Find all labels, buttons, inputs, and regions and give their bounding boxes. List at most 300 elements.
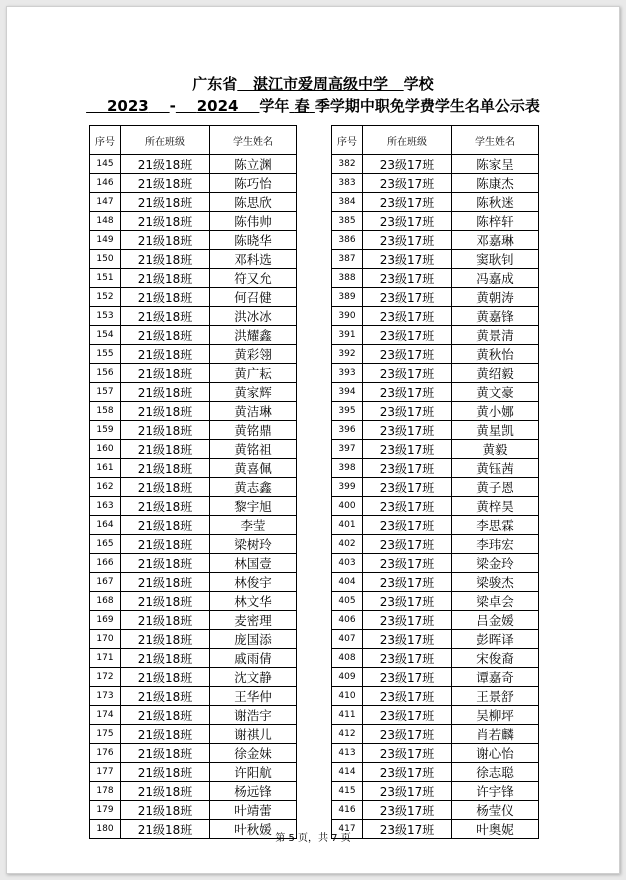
row-number: 402 xyxy=(332,535,363,554)
row-class: 23级17班 xyxy=(363,459,452,478)
table-row xyxy=(332,801,539,820)
row-number: 389 xyxy=(332,288,363,307)
table-header-row xyxy=(332,126,539,155)
row-number: 392 xyxy=(332,345,363,364)
table-row xyxy=(332,288,539,307)
row-number: 385 xyxy=(332,212,363,231)
row-student-name: 邓科选 xyxy=(210,250,297,269)
row-number: 400 xyxy=(332,497,363,516)
row-class: 23级17班 xyxy=(363,193,452,212)
row-student-name: 吴柳坪 xyxy=(452,706,539,725)
row-class: 21级18班 xyxy=(121,307,210,326)
table-row xyxy=(90,212,297,231)
row-number: 165 xyxy=(90,535,121,554)
row-student-name: 梁卓会 xyxy=(452,592,539,611)
table-row xyxy=(332,155,539,174)
table-row xyxy=(332,440,539,459)
table-row xyxy=(332,250,539,269)
table-row xyxy=(332,668,539,687)
row-class: 21级18班 xyxy=(121,250,210,269)
row-number: 407 xyxy=(332,630,363,649)
row-student-name: 何召健 xyxy=(210,288,297,307)
row-class: 21级18班 xyxy=(121,383,210,402)
header-line-2 xyxy=(7,95,619,116)
row-student-name: 杨莹仪 xyxy=(452,801,539,820)
table-row xyxy=(90,611,297,630)
row-student-name: 黄嘉锋 xyxy=(452,307,539,326)
table-row xyxy=(90,497,297,516)
table-row xyxy=(332,782,539,801)
table-row xyxy=(90,706,297,725)
row-class: 21级18班 xyxy=(121,782,210,801)
row-class: 23级17班 xyxy=(363,592,452,611)
header-line-1 xyxy=(7,73,619,94)
table-row xyxy=(90,421,297,440)
row-number: 161 xyxy=(90,459,121,478)
table-row xyxy=(90,592,297,611)
row-number: 383 xyxy=(332,174,363,193)
col-header-class: 所在班级 xyxy=(121,126,210,155)
row-number: 399 xyxy=(332,478,363,497)
row-number: 384 xyxy=(332,193,363,212)
row-number: 157 xyxy=(90,383,121,402)
row-number: 175 xyxy=(90,725,121,744)
table-row xyxy=(90,782,297,801)
table-row xyxy=(90,687,297,706)
row-student-name: 梁骏杰 xyxy=(452,573,539,592)
table-row xyxy=(90,440,297,459)
row-number: 409 xyxy=(332,668,363,687)
row-student-name: 黄星凯 xyxy=(452,421,539,440)
row-student-name: 庞国添 xyxy=(210,630,297,649)
table-row xyxy=(90,668,297,687)
table-row xyxy=(90,402,297,421)
row-number: 162 xyxy=(90,478,121,497)
row-student-name: 梁树玲 xyxy=(210,535,297,554)
row-student-name: 王华仲 xyxy=(210,687,297,706)
row-number: 166 xyxy=(90,554,121,573)
row-number: 394 xyxy=(332,383,363,402)
col-header-no: 序号 xyxy=(90,126,121,155)
row-student-name: 黄景清 xyxy=(452,326,539,345)
row-class: 21级18班 xyxy=(121,288,210,307)
row-class: 23级17班 xyxy=(363,231,452,250)
row-class: 21级18班 xyxy=(121,326,210,345)
row-number: 168 xyxy=(90,592,121,611)
row-class: 23级17班 xyxy=(363,345,452,364)
row-class: 21级18班 xyxy=(121,535,210,554)
row-class: 23级17班 xyxy=(363,611,452,630)
row-student-name: 黄铭祖 xyxy=(210,440,297,459)
row-student-name: 黄钰茜 xyxy=(452,459,539,478)
row-student-name: 黄绍毅 xyxy=(452,364,539,383)
row-class: 23级17班 xyxy=(363,250,452,269)
row-class: 21级18班 xyxy=(121,459,210,478)
row-class: 21级18班 xyxy=(121,554,210,573)
row-class: 23级17班 xyxy=(363,364,452,383)
row-number: 408 xyxy=(332,649,363,668)
row-number: 415 xyxy=(332,782,363,801)
row-student-name: 洪冰冰 xyxy=(210,307,297,326)
row-number: 411 xyxy=(332,706,363,725)
row-class: 23级17班 xyxy=(363,516,452,535)
table-row xyxy=(90,744,297,763)
row-student-name: 梁金玲 xyxy=(452,554,539,573)
row-number: 150 xyxy=(90,250,121,269)
row-number: 397 xyxy=(332,440,363,459)
table-row xyxy=(90,725,297,744)
table-row xyxy=(332,193,539,212)
table-row xyxy=(332,383,539,402)
row-number: 391 xyxy=(332,326,363,345)
year-label: 学年 xyxy=(259,97,290,115)
row-student-name: 彭晖译 xyxy=(452,630,539,649)
table-row xyxy=(332,516,539,535)
row-class: 21级18班 xyxy=(121,611,210,630)
row-class: 23级17班 xyxy=(363,402,452,421)
row-class: 21级18班 xyxy=(121,269,210,288)
table-row xyxy=(90,250,297,269)
row-class: 23级17班 xyxy=(363,440,452,459)
row-number: 403 xyxy=(332,554,363,573)
school-suffix: 学校 xyxy=(403,75,434,93)
table-header-row xyxy=(90,126,297,155)
row-student-name: 黄喜佩 xyxy=(210,459,297,478)
table-row xyxy=(332,364,539,383)
row-class: 21级18班 xyxy=(121,231,210,250)
table-row xyxy=(332,231,539,250)
row-class: 23级17班 xyxy=(363,497,452,516)
table-row xyxy=(332,592,539,611)
table-row xyxy=(332,554,539,573)
table-row xyxy=(90,478,297,497)
row-number: 151 xyxy=(90,269,121,288)
row-class: 23级17班 xyxy=(363,212,452,231)
table-row xyxy=(332,611,539,630)
table-row xyxy=(332,345,539,364)
row-student-name: 谢祺儿 xyxy=(210,725,297,744)
row-number: 396 xyxy=(332,421,363,440)
row-student-name: 黄朝涛 xyxy=(452,288,539,307)
row-student-name: 陈伟帅 xyxy=(210,212,297,231)
row-number: 148 xyxy=(90,212,121,231)
row-number: 170 xyxy=(90,630,121,649)
row-class: 23级17班 xyxy=(363,307,452,326)
school-name: 湛江市爱周高级中学 xyxy=(252,75,388,93)
table-row xyxy=(332,478,539,497)
table-row xyxy=(332,687,539,706)
row-number: 406 xyxy=(332,611,363,630)
table-row xyxy=(90,554,297,573)
table-row xyxy=(332,630,539,649)
table-row xyxy=(332,744,539,763)
table-row xyxy=(90,649,297,668)
table-row xyxy=(90,573,297,592)
table-row xyxy=(90,383,297,402)
row-number: 160 xyxy=(90,440,121,459)
row-student-name: 黄彩翎 xyxy=(210,345,297,364)
row-class: 23级17班 xyxy=(363,744,452,763)
row-class: 23级17班 xyxy=(363,421,452,440)
row-class: 21级18班 xyxy=(121,649,210,668)
row-number: 401 xyxy=(332,516,363,535)
row-student-name: 叶秋媛 xyxy=(210,820,297,839)
row-class: 23级17班 xyxy=(363,269,452,288)
row-number: 178 xyxy=(90,782,121,801)
row-class: 21级18班 xyxy=(121,516,210,535)
row-student-name: 黄子恩 xyxy=(452,478,539,497)
row-class: 21级18班 xyxy=(121,801,210,820)
table-row xyxy=(332,725,539,744)
row-student-name: 徐金妹 xyxy=(210,744,297,763)
row-number: 153 xyxy=(90,307,121,326)
row-student-name: 陈立渊 xyxy=(210,155,297,174)
table-row xyxy=(332,269,539,288)
row-class: 21级18班 xyxy=(121,364,210,383)
row-student-name: 沈文静 xyxy=(210,668,297,687)
table-row xyxy=(90,288,297,307)
row-number: 155 xyxy=(90,345,121,364)
page-number: 第 5 页，共 7 页 xyxy=(275,833,351,844)
row-number: 179 xyxy=(90,801,121,820)
table-row xyxy=(332,326,539,345)
table-row xyxy=(332,459,539,478)
row-class: 21级18班 xyxy=(121,440,210,459)
row-class: 23级17班 xyxy=(363,478,452,497)
row-class: 23级17班 xyxy=(363,801,452,820)
row-number: 167 xyxy=(90,573,121,592)
row-student-name: 杨远锋 xyxy=(210,782,297,801)
row-class: 23级17班 xyxy=(363,573,452,592)
row-student-name: 李玮宏 xyxy=(452,535,539,554)
row-class: 21级18班 xyxy=(121,478,210,497)
right-roster-table xyxy=(331,125,539,839)
row-number: 158 xyxy=(90,402,121,421)
row-student-name: 许宇锋 xyxy=(452,782,539,801)
row-number: 412 xyxy=(332,725,363,744)
col-header-class: 所在班级 xyxy=(363,126,452,155)
row-student-name: 谢心怡 xyxy=(452,744,539,763)
row-number: 149 xyxy=(90,231,121,250)
row-student-name: 肖若麟 xyxy=(452,725,539,744)
row-number: 145 xyxy=(90,155,121,174)
table-row xyxy=(90,630,297,649)
row-student-name: 宋俊裔 xyxy=(452,649,539,668)
row-number: 180 xyxy=(90,820,121,839)
year-end: 2024 xyxy=(196,97,239,115)
row-number: 156 xyxy=(90,364,121,383)
row-class: 23级17班 xyxy=(363,706,452,725)
row-number: 159 xyxy=(90,421,121,440)
row-student-name: 陈思欣 xyxy=(210,193,297,212)
row-class: 21级18班 xyxy=(121,820,210,839)
row-class: 23级17班 xyxy=(363,820,452,839)
row-student-name: 麦密理 xyxy=(210,611,297,630)
row-number: 164 xyxy=(90,516,121,535)
row-student-name: 黄小娜 xyxy=(452,402,539,421)
document-page xyxy=(6,6,620,874)
term-label: 春 xyxy=(294,97,310,115)
row-number: 393 xyxy=(332,364,363,383)
row-student-name: 黄铭鼎 xyxy=(210,421,297,440)
row-class: 21级18班 xyxy=(121,402,210,421)
row-class: 21级18班 xyxy=(121,193,210,212)
row-class: 23级17班 xyxy=(363,649,452,668)
row-class: 23级17班 xyxy=(363,668,452,687)
row-number: 163 xyxy=(90,497,121,516)
row-number: 386 xyxy=(332,231,363,250)
table-row xyxy=(90,801,297,820)
row-class: 23级17班 xyxy=(363,763,452,782)
table-row xyxy=(332,706,539,725)
row-student-name: 窦耿钊 xyxy=(452,250,539,269)
row-number: 417 xyxy=(332,820,363,839)
row-number: 147 xyxy=(90,193,121,212)
row-number: 390 xyxy=(332,307,363,326)
row-student-name: 黄毅 xyxy=(452,440,539,459)
row-class: 21级18班 xyxy=(121,668,210,687)
table-row xyxy=(90,364,297,383)
row-student-name: 陈梓轩 xyxy=(452,212,539,231)
table-row xyxy=(332,174,539,193)
row-student-name: 黄文豪 xyxy=(452,383,539,402)
row-student-name: 黄家辉 xyxy=(210,383,297,402)
row-student-name: 吕金媛 xyxy=(452,611,539,630)
row-student-name: 陈巧怡 xyxy=(210,174,297,193)
table-row xyxy=(90,155,297,174)
row-student-name: 黄秋怡 xyxy=(452,345,539,364)
col-header-no: 序号 xyxy=(332,126,363,155)
row-number: 405 xyxy=(332,592,363,611)
table-row xyxy=(90,763,297,782)
table-row xyxy=(332,212,539,231)
row-class: 23级17班 xyxy=(363,725,452,744)
row-number: 172 xyxy=(90,668,121,687)
row-number: 173 xyxy=(90,687,121,706)
row-student-name: 李莹 xyxy=(210,516,297,535)
row-class: 23级17班 xyxy=(363,782,452,801)
row-student-name: 林俊宇 xyxy=(210,573,297,592)
table-row xyxy=(90,535,297,554)
row-student-name: 李思霖 xyxy=(452,516,539,535)
table-row xyxy=(90,326,297,345)
row-class: 21级18班 xyxy=(121,725,210,744)
row-class: 23级17班 xyxy=(363,174,452,193)
col-header-name: 学生姓名 xyxy=(452,126,539,155)
row-class: 23级17班 xyxy=(363,535,452,554)
row-student-name: 黄梓昊 xyxy=(452,497,539,516)
row-number: 395 xyxy=(332,402,363,421)
row-student-name: 戚雨倩 xyxy=(210,649,297,668)
row-class: 21级18班 xyxy=(121,155,210,174)
table-row xyxy=(90,307,297,326)
left-roster-table xyxy=(89,125,297,839)
table-row xyxy=(332,307,539,326)
row-class: 21级18班 xyxy=(121,174,210,193)
row-student-name: 谭嘉奇 xyxy=(452,668,539,687)
row-class: 21级18班 xyxy=(121,592,210,611)
row-class: 23级17班 xyxy=(363,155,452,174)
col-header-name: 学生姓名 xyxy=(210,126,297,155)
row-class: 23级17班 xyxy=(363,630,452,649)
row-student-name: 黄志鑫 xyxy=(210,478,297,497)
row-class: 21级18班 xyxy=(121,630,210,649)
table-row xyxy=(332,573,539,592)
row-number: 404 xyxy=(332,573,363,592)
table-row xyxy=(90,193,297,212)
row-class: 23级17班 xyxy=(363,687,452,706)
table-row xyxy=(332,535,539,554)
table-row xyxy=(332,763,539,782)
row-student-name: 邓嘉琳 xyxy=(452,231,539,250)
row-student-name: 陈康杰 xyxy=(452,174,539,193)
table-row xyxy=(90,459,297,478)
row-class: 23级17班 xyxy=(363,554,452,573)
row-number: 176 xyxy=(90,744,121,763)
table-row xyxy=(332,649,539,668)
table-row xyxy=(90,231,297,250)
year-dash: - xyxy=(169,97,176,115)
row-student-name: 陈家呈 xyxy=(452,155,539,174)
row-class: 21级18班 xyxy=(121,212,210,231)
row-number: 146 xyxy=(90,174,121,193)
table-row xyxy=(90,174,297,193)
row-class: 21级18班 xyxy=(121,573,210,592)
row-student-name: 林文华 xyxy=(210,592,297,611)
year-start: 2023 xyxy=(106,97,149,115)
row-student-name: 黎宇旭 xyxy=(210,497,297,516)
row-student-name: 黄洁琳 xyxy=(210,402,297,421)
row-class: 21级18班 xyxy=(121,706,210,725)
row-class: 21级18班 xyxy=(121,497,210,516)
row-student-name: 洪耀鑫 xyxy=(210,326,297,345)
row-number: 177 xyxy=(90,763,121,782)
province-label: 广东省 xyxy=(192,75,238,93)
row-number: 398 xyxy=(332,459,363,478)
row-student-name: 徐志聪 xyxy=(452,763,539,782)
table-row xyxy=(332,402,539,421)
row-class: 21级18班 xyxy=(121,421,210,440)
row-number: 410 xyxy=(332,687,363,706)
row-number: 416 xyxy=(332,801,363,820)
row-student-name: 陈秋迷 xyxy=(452,193,539,212)
row-class: 23级17班 xyxy=(363,288,452,307)
row-student-name: 王景舒 xyxy=(452,687,539,706)
row-student-name: 叶靖蕾 xyxy=(210,801,297,820)
row-student-name: 林国壹 xyxy=(210,554,297,573)
row-number: 152 xyxy=(90,288,121,307)
table-row xyxy=(90,345,297,364)
row-number: 414 xyxy=(332,763,363,782)
row-number: 413 xyxy=(332,744,363,763)
row-number: 388 xyxy=(332,269,363,288)
row-class: 21级18班 xyxy=(121,763,210,782)
row-class: 21级18班 xyxy=(121,345,210,364)
row-class: 23级17班 xyxy=(363,326,452,345)
row-student-name: 叶奥妮 xyxy=(452,820,539,839)
title-rest: 季学期中职免学费学生名单公示表 xyxy=(314,97,540,115)
row-number: 382 xyxy=(332,155,363,174)
row-number: 154 xyxy=(90,326,121,345)
row-number: 174 xyxy=(90,706,121,725)
row-student-name: 许阳航 xyxy=(210,763,297,782)
row-class: 21级18班 xyxy=(121,744,210,763)
row-number: 171 xyxy=(90,649,121,668)
table-row xyxy=(90,516,297,535)
row-student-name: 黄广耘 xyxy=(210,364,297,383)
table-row xyxy=(332,421,539,440)
table-row xyxy=(332,497,539,516)
